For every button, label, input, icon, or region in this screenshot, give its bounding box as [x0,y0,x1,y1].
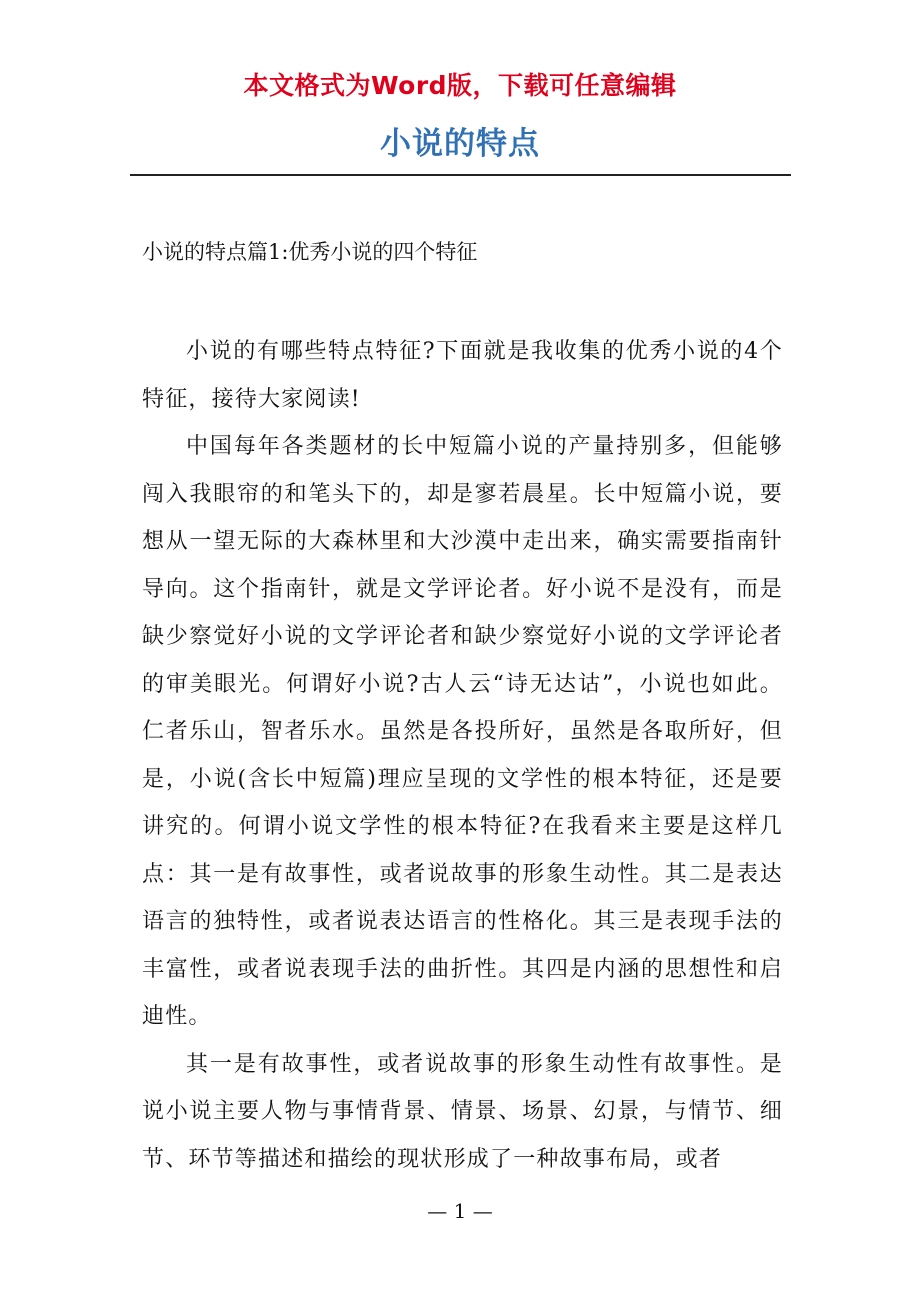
title-divider [130,174,791,176]
section-heading: 小说的特点篇1:优秀小说的四个特征 [142,240,478,264]
paragraph-intro: 小说的有哪些特点特征?下面就是我收集的优秀小说的4个特征，接待大家阅读! [142,339,783,412]
format-notice: 本文格式为Word版，下载可任意编辑 [243,71,677,100]
page-number: — 1 — [427,1199,493,1223]
document-title: 小说的特点 [380,126,540,162]
paragraph-main: 中国每年各类题材的长中短篇小说的产量持别多，但能够闯入我眼帘的和笔头下的，却是寥若晨星。长中短篇小说，要想从一望无际的大森林里和大沙漠中走出来，确实需要指南针导向。这个指南针，就是文学评论者。好小说不是没有，而是缺少察觉好小说的文学评论者和缺少察觉好小说的文学评论者的审美眼光。何谓好小说?古人云“诗无达诂”，小说也如此。仁者乐山，智者乐水。虽然是各投所好，虽然是各取所好，但是，小说(含长中短篇)理应呈现的文学性的根本特征，还是要讲究的。何谓小说文学性的根本特征?在我看来主要是这样几点：其一是有故事性，或者说故事的形象生动性。其二是表达语言的独特性，或者说表达语言的性格化。其三是表现手法的丰富性，或者说表现手法的曲折性。其四是内涵的思想性和启迪性。 [142,434,783,1029]
paragraph-first-feature: 其一是有故事性，或者说故事的形象生动性有故事性。是说小说主要人物与事情背景、情景、场景、幻景，与情节、细节、环节等描述和描绘的现状形成了一种故事布局，或者 [142,1051,783,1172]
body-text [142,328,783,1183]
